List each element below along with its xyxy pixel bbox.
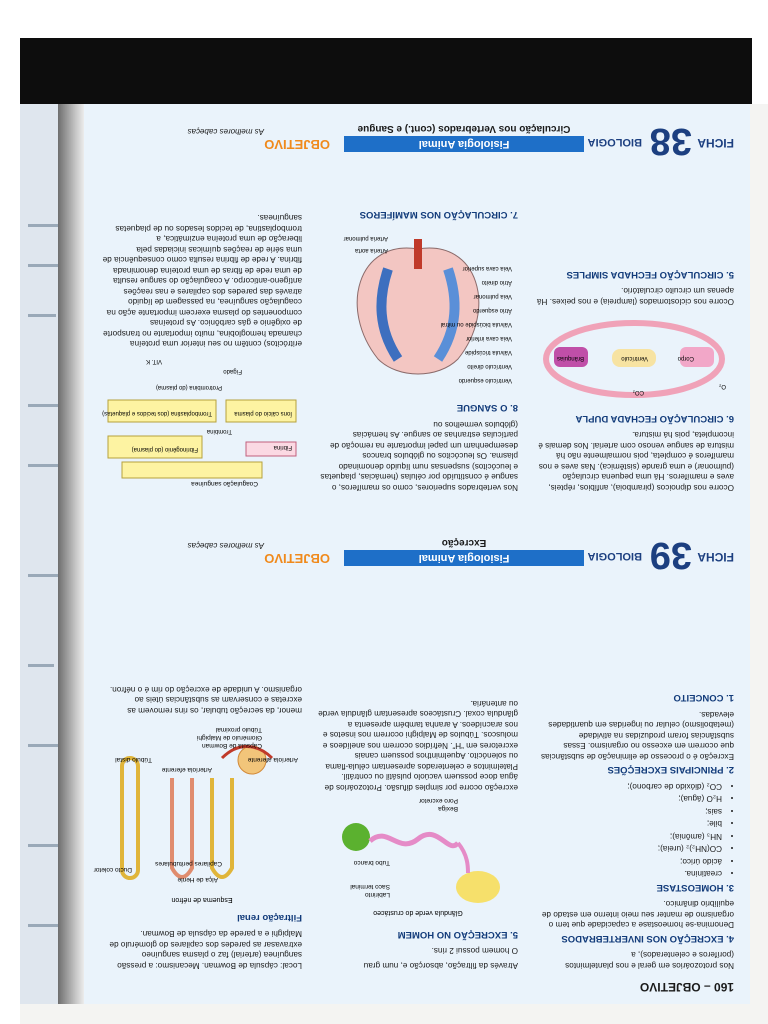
- s2-list: [534, 781, 734, 879]
- s5-title: 5. EXCREÇÃO NO HOMEM: [397, 929, 518, 940]
- s4-text: Nos protozoários em geral e nos plantelmintos (poríferos e celenterados), a: [565, 950, 734, 970]
- heart-diagram: [318, 229, 518, 399]
- topic-bar: Fisiologia Animal: [344, 136, 584, 152]
- green-gland-diagram: [318, 796, 518, 926]
- ficha-number: 38: [649, 120, 692, 162]
- circ-label: Brânquias: [556, 355, 584, 362]
- label-glandula-verde: Glândula verde do crustáceo: [373, 909, 463, 917]
- label-arteriola-eferente: Arteríola eferente: [161, 766, 212, 774]
- topic-bar: Fisiologia Animal: [344, 550, 584, 566]
- ficha-label: FICHA: [697, 136, 734, 150]
- topic-title: Excreção: [441, 537, 487, 548]
- label-alca: Alça de Henle: [177, 876, 218, 884]
- heart-label: Átrio esquerdo: [472, 307, 512, 313]
- s2-item: • CO(NH₂)₂ (ureia);: [534, 843, 722, 854]
- s6-title: 6. CIRCULAÇÃO FECHADA DUPLA: [575, 413, 734, 424]
- heart-label: Ventrículo direito: [467, 363, 512, 369]
- scanner-top-area: [0, 0, 768, 104]
- s4-title: 4. EXCREÇÃO NOS INVERTEBRADOS: [561, 933, 734, 944]
- label-ducto: Ducto coletor: [93, 866, 132, 874]
- coag-fibrina: Fibrina: [273, 444, 292, 450]
- heart-label: Veia cava superior: [462, 265, 512, 271]
- label-bexiga: Bexiga: [438, 805, 458, 813]
- s2-item: • ácido úrico;: [534, 856, 722, 867]
- s8-text: Nos vertebrados superiores, como os mamíferos, o sangue é constituído por células (hemácias, plaquetas e leucócitos) suspensas num líquido denominado plasma. Os leucócitos ou glóbulos brancos desempenham um papel importante na remoção de partículas estranhas ao sangue. As hemácias (glóbulos vermelhos ou: [320, 420, 518, 492]
- brand-logo: OBJETIVO: [264, 551, 330, 566]
- circ-label: Corpo: [677, 355, 694, 362]
- label-labirinto: Labirinto: [365, 891, 390, 899]
- heart-label: Válvula bicúspide ou mitral: [440, 321, 512, 327]
- col2-text: excreção ocorre por simples difusão. Protozoários de água doce possuem vacúolo pulsátil ou contrátil. Platelmintos e celenterados apresentam célula-flama ou solenócito. Aquelminthos possuem canais excretores em “H”. Nefrídios ocorrem nos anelídeos e moluscos. Túbulos de Malpighi ocorrem nos insetos e nos aracnídeos. A aranha também apresenta a glândula coxal. Crustáceos apresentam glândula verde ou antenária.: [318, 699, 518, 792]
- coag-figado: Fígado: [223, 368, 242, 374]
- label-nefron: Esquema de néfron: [171, 896, 233, 904]
- s7-title: 7. CIRCULAÇÃO NOS MAMÍFEROS: [359, 209, 518, 221]
- heart-label: Arteria pulmonar: [343, 235, 388, 241]
- s2-item: • creatinina.: [534, 868, 722, 879]
- s2-title: 2. PRINCIPAIS EXCREÇÕES: [607, 764, 734, 776]
- s5-text: O homem possui 2 rins.: [431, 946, 518, 956]
- s5-title: 5. CIRCULAÇÃO FECHADA SIMPLES: [566, 269, 734, 280]
- running-header: [100, 976, 734, 996]
- ficha-label: FICHA: [697, 550, 734, 564]
- heart-label: Arteria aorta: [354, 247, 388, 253]
- ficha38-body: [100, 162, 734, 492]
- nephron-diagram: [93, 719, 302, 909]
- scanner-dark-border: [20, 38, 752, 104]
- heart-label: Veia pulmonar: [473, 293, 512, 299]
- renal-text: Local: cápsula de Bowman. Mecanismo: a pressão sanguínea (arterial) faz o plasma sanguíneo extravasar as paredes dos capilares do glomérulo de Malpighi e a parede da cápsula de Bowman.: [109, 929, 302, 970]
- coag-trombina: Trombina: [206, 428, 232, 434]
- s5-text2: Através da filtração, absorção e, num grau: [363, 961, 518, 970]
- s5-text: Ocorre nos ciclostomados (lampreia) e nos peixes. Há apenas um circuito circulatório.: [536, 286, 734, 306]
- coag-protrombina: Protrombina (do plasma): [155, 384, 222, 390]
- s1-title: 1. CONCEITO: [673, 692, 734, 704]
- ficha38-column-3: [102, 162, 302, 492]
- textbook-page: [84, 104, 750, 1004]
- s1-text: Excreção é o processo de eliminação de substâncias que ocorrem em excesso no organismo. Essas substâncias foram produzidas na atividade (metabolismo) celular ou ingeridas em quantidades elevadas.: [541, 710, 734, 761]
- s2-item: • CO₂ (dióxido de carbono);: [534, 781, 722, 792]
- tagline: As melhores cabeças: [187, 541, 264, 550]
- brand-logo: OBJETIVO: [264, 137, 330, 152]
- ficha39-column-3: [93, 574, 302, 970]
- s3-text: Denomina-se homeostase a capacidade que tem o organismo de manter seu meio interno em estado de equilíbrio dinâmico.: [541, 899, 734, 930]
- s2-item: • bile;: [534, 818, 722, 829]
- subject: BIOLOGIA: [587, 550, 642, 562]
- ficha39-header: [100, 534, 734, 576]
- s6-text: Ocorre nos dipnoicos (piramboia), anfíbios, répteis, aves e mamíferos. Há uma pequena circulação (pulmonar) e uma grande (sistêmica). Nas aves e nos mamíferos é completa, pois normalmente não há mistura de sangue venoso com arterial. Nos demais é incompleta, pois há mistura.: [538, 430, 734, 492]
- rotated-page-content: [84, 104, 750, 1004]
- page-number: 160 – OBJETIVO: [639, 980, 734, 994]
- subject: BIOLOGIA: [587, 136, 642, 148]
- circulation-diagram: [534, 310, 734, 410]
- coag-fibrinogenio: Fibrinogênio (do plasma): [131, 446, 198, 452]
- s2-item: • sais;: [534, 806, 722, 817]
- label-capsula: Cápsula de Bowman: [202, 742, 262, 750]
- coag-title: Coagulação sanguínea: [191, 480, 258, 487]
- heart-label: Átrio direito: [481, 279, 512, 285]
- label-arteriola-aferente: Arteríola aferente: [247, 756, 298, 764]
- coag-tromboplastina: Tromboplastina (dos tecidos e plaquetas): [102, 410, 212, 416]
- ficha-number: 39: [649, 534, 692, 576]
- s8-title: 8. O SANGUE: [456, 402, 518, 414]
- renal-title: Filtração renal: [237, 912, 302, 923]
- ficha39-column-1: [534, 574, 734, 970]
- ficha38-header: [100, 120, 734, 162]
- circ-label: O₂: [719, 383, 726, 390]
- s3-title: 3. HOMEOSTASE: [656, 882, 734, 893]
- heart-label: Válvula tricúspide: [464, 349, 512, 355]
- ficha39-body: [93, 574, 734, 970]
- circ-label: Ventrículo: [621, 355, 648, 362]
- s2-item: • H₂O (água);: [534, 793, 722, 804]
- coag-ions: Íons cálcio do plasma: [234, 410, 292, 416]
- heart-label: Ventrículo esquerdo: [458, 377, 512, 383]
- col3-text: menor, da secreção tubular, os rins removem as excretas e conservam as substâncias úteis ao organismo. A unidade de excreção do rim é o néfron.: [109, 685, 302, 715]
- label-glomerulo: Glomérulo de Malpighi: [196, 734, 262, 742]
- label-tubulo-distal: Túbulo distal: [115, 756, 152, 764]
- label-tubo: Tubo branco: [353, 859, 390, 867]
- book-spine: [58, 104, 84, 1004]
- ficha38-column-1: [534, 162, 734, 492]
- s2-item: • NH₃ (amônia);: [534, 831, 722, 842]
- heart-label: Veia cava inferior: [465, 335, 512, 341]
- label-capilares: Capilares peritubulares: [155, 860, 222, 868]
- label-saco: Saco terminal: [350, 883, 390, 891]
- coagulation-diagram: [102, 352, 302, 492]
- label-poro: Poro excretor: [418, 797, 458, 805]
- circ-label: CO₂: [632, 389, 644, 396]
- tagline: As melhores cabeças: [187, 127, 264, 136]
- ficha39-column-2: [318, 574, 518, 970]
- ficha38-column-2: [318, 162, 518, 492]
- label-tubulo-proximal: Túbulo proximal: [215, 726, 262, 734]
- col3-text: eritrócitos) contêm no seu interior uma proteína chamada hemoglobina, muito importante no transporte de oxigênio e gás carbônico. As proteínas componentes do plasma exercem importante ação na coagulação sanguínea, na passagem de líquido através das paredes dos capilares e nas reações antígeno-anticorpo. A coagulação do sangue resulta de uma rede de fibras de uma proteína denominada fibrina. A rede de fibrina resulta como consequência de uma série de reações químicas iniciadas pela liberação de uma proteína enzimática, a tromboplastina, de tecidos lesados ou de plaquetas sanguíneas.: [102, 213, 302, 349]
- left-margin: [0, 104, 20, 1024]
- box-coag: [122, 462, 262, 478]
- topic-title: Circulação nos Vertebrados (cont.) e Sangue: [357, 123, 571, 134]
- coag-vitk: VIT. K: [145, 358, 162, 364]
